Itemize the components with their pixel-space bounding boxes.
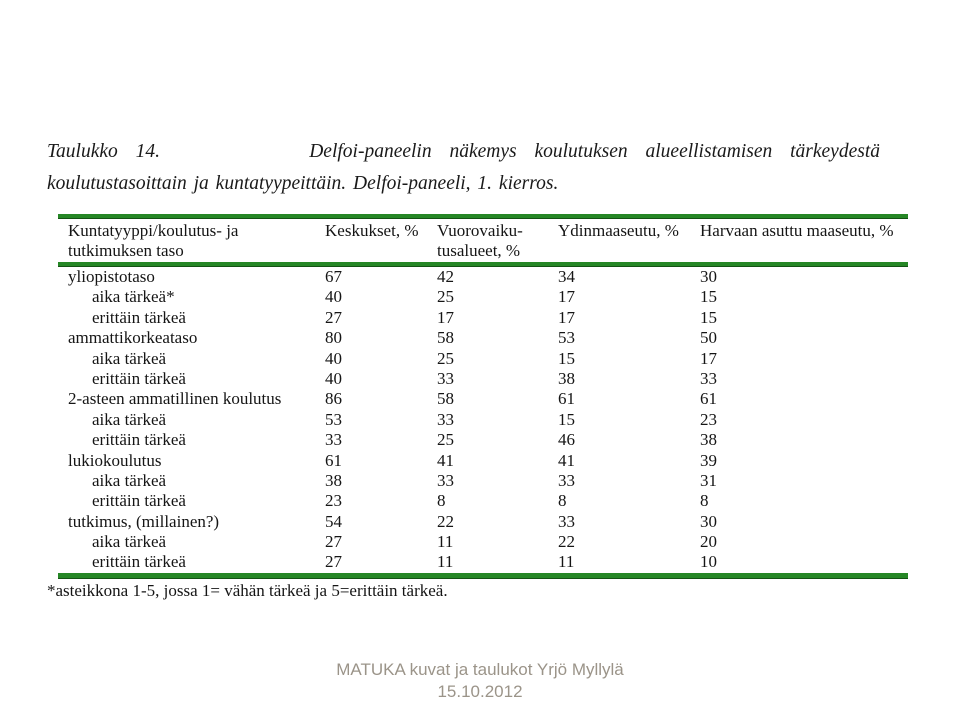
row-value: 38 (700, 430, 717, 450)
caption-line-2: koulutustasoittain ja kuntatyypeittäin. Delfoi-paneeli, 1. kierros. (47, 173, 559, 194)
row-label: aika tärkeä* (92, 287, 175, 307)
row-value: 22 (437, 511, 454, 531)
table-row (58, 451, 908, 471)
row-value: 46 (558, 430, 575, 450)
row-value: 53 (558, 328, 575, 348)
row-value: 23 (700, 409, 717, 429)
row-value: 33 (558, 470, 575, 490)
row-value: 15 (558, 409, 575, 429)
table-row (58, 267, 908, 287)
row-value: 61 (325, 450, 342, 470)
row-value: 40 (325, 348, 342, 368)
table-body (58, 267, 908, 573)
row-value: 11 (437, 532, 454, 552)
row-value: 58 (437, 328, 454, 348)
row-value: 8 (558, 491, 567, 511)
row-value: 22 (558, 532, 575, 552)
row-value: 42 (437, 267, 454, 286)
row-value: 34 (558, 267, 575, 286)
table-row (58, 369, 908, 389)
row-value: 8 (437, 491, 446, 511)
table-row (58, 532, 908, 552)
row-label: yliopistotaso (68, 267, 155, 286)
row-value: 30 (700, 511, 717, 531)
row-value: 15 (700, 307, 717, 327)
row-label: aika tärkeä (92, 470, 167, 490)
row-value: 31 (700, 470, 717, 490)
row-value: 25 (437, 430, 454, 450)
row-value: 61 (558, 389, 575, 409)
row-value: 80 (325, 328, 342, 348)
row-value: 38 (558, 368, 575, 388)
row-value: 23 (325, 491, 342, 511)
row-label: tutkimus, (millainen?) (68, 511, 220, 531)
column-header-keskukset: Keskukset, % (325, 221, 419, 240)
row-label: 2-asteen ammatillinen koulutus (68, 389, 282, 409)
row-value: 67 (325, 267, 342, 286)
column-header-harvaan-asuttu: Harvaan asuttu maaseutu, % (700, 221, 894, 240)
row-label: ammattikorkeataso (68, 328, 198, 348)
row-label: erittäin tärkeä (92, 552, 186, 572)
row-value: 61 (700, 389, 717, 409)
footer-credit: MATUKA kuvat ja taulukot Yrjö Myllylä (336, 660, 624, 679)
caption-line-1 (47, 136, 880, 168)
slide-footer (0, 659, 960, 703)
row-value: 41 (558, 450, 575, 470)
row-label: aika tärkeä (92, 532, 167, 552)
row-value: 33 (437, 409, 454, 429)
row-value: 20 (700, 532, 717, 552)
table-row (58, 287, 908, 307)
row-value: 86 (325, 389, 342, 409)
column-header-vuorovaikutusalueet: Vuorovaiku-tusalueet, % (437, 221, 523, 260)
row-value: 50 (700, 328, 717, 348)
row-value: 8 (700, 491, 709, 511)
row-value: 27 (325, 532, 342, 552)
row-label: aika tärkeä (92, 409, 167, 429)
table-row (58, 389, 908, 409)
table-row (58, 512, 908, 532)
row-value: 17 (558, 307, 575, 327)
table-bottom-rule (58, 573, 908, 579)
table-row (58, 471, 908, 491)
row-label: lukiokoulutus (68, 450, 162, 470)
row-value: 25 (437, 287, 454, 307)
row-value: 33 (325, 430, 342, 450)
row-value: 17 (437, 307, 454, 327)
row-value: 39 (700, 450, 717, 470)
column-header-ydinmaaseutu: Ydinmaaseutu, % (558, 221, 679, 240)
row-value: 40 (325, 368, 342, 388)
row-value: 27 (325, 552, 342, 572)
row-value: 54 (325, 511, 342, 531)
row-label: erittäin tärkeä (92, 430, 186, 450)
row-value: 33 (437, 368, 454, 388)
row-value: 25 (437, 348, 454, 368)
row-value: 30 (700, 267, 717, 286)
row-value: 38 (325, 470, 342, 490)
table-row (58, 328, 908, 348)
row-label: aika tärkeä (92, 348, 167, 368)
row-value: 17 (700, 348, 717, 368)
row-value: 11 (437, 552, 454, 572)
row-label: erittäin tärkeä (92, 368, 186, 388)
table-footnote: *asteikkona 1-5, jossa 1= vähän tärkeä ja 5=erittäin tärkeä. (47, 581, 448, 600)
table-row (58, 430, 908, 450)
table-row (58, 552, 908, 572)
footer-date: 15.10.2012 (437, 682, 523, 701)
row-label: erittäin tärkeä (92, 307, 186, 327)
row-value: 33 (437, 470, 454, 490)
table-row (58, 491, 908, 511)
row-value: 15 (700, 287, 717, 307)
row-value: 15 (558, 348, 575, 368)
row-value: 10 (700, 552, 717, 572)
row-value: 53 (325, 409, 342, 429)
row-value: 58 (437, 389, 454, 409)
table-row (58, 410, 908, 430)
data-table (58, 214, 908, 579)
row-label: erittäin tärkeä (92, 491, 186, 511)
table-header-row (58, 219, 908, 262)
table-row (58, 349, 908, 369)
caption-line-1-text: Delfoi-paneelin näkemys koulutuksen alueellistamisen tärkeydestä (309, 141, 880, 162)
table-row (58, 308, 908, 328)
row-value: 27 (325, 307, 342, 327)
column-header-kuntatyyppi: Kuntatyyppi/koulutus- ja tutkimuksen taso (68, 221, 239, 260)
row-value: 33 (558, 511, 575, 531)
row-value: 40 (325, 287, 342, 307)
row-value: 33 (700, 368, 717, 388)
row-value: 11 (558, 552, 575, 572)
table-caption (47, 136, 880, 200)
row-value: 17 (558, 287, 575, 307)
row-value: 41 (437, 450, 454, 470)
caption-table-number: Taulukko 14. (47, 141, 161, 162)
